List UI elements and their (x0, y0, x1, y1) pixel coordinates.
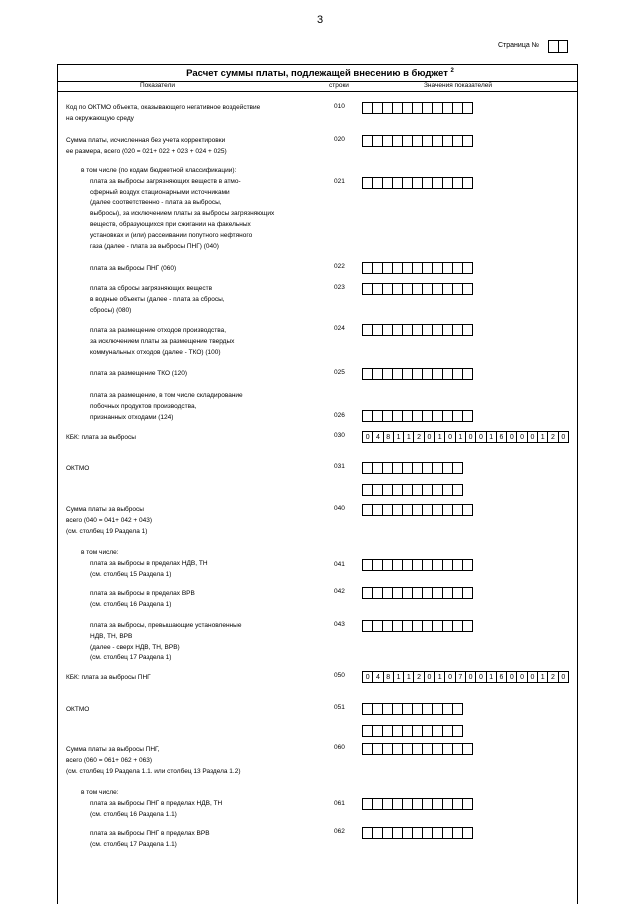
divider (57, 81, 578, 82)
value-cell[interactable]: 6 (496, 671, 507, 683)
value-field[interactable] (362, 725, 462, 737)
indicator-label: КБК: плата за выбросы ПНГ (66, 674, 151, 681)
line-code: 022 (334, 263, 345, 270)
value-cell[interactable]: 0 (506, 431, 517, 443)
indicator-label: в водные объекты (далее - плата за сбросы, (90, 295, 225, 303)
indicator-label: в том числе: (81, 549, 119, 556)
value-field[interactable] (362, 504, 472, 516)
value-cell[interactable]: 0 (424, 671, 435, 683)
value-cell[interactable]: 6 (496, 431, 507, 443)
line-code: 024 (334, 325, 345, 332)
line-code: 010 (334, 103, 345, 110)
value-cell[interactable] (462, 368, 473, 380)
indicator-label: плата за размещение отходов производства, (90, 327, 227, 334)
value-field[interactable] (362, 177, 472, 189)
column-header-values: Значения показателей (424, 82, 492, 89)
indicator-label: (см. столбец 19 Раздела 1.1. или столбец 13 Раздела 1.2) (66, 767, 241, 775)
indicator-label: побочных продуктов производства, (90, 402, 197, 410)
value-cell[interactable] (462, 559, 473, 571)
indicator-label: в том числе: (81, 789, 119, 796)
line-code: 020 (334, 136, 345, 143)
value-cell[interactable] (462, 504, 473, 516)
value-cell[interactable]: 1 (434, 431, 445, 443)
line-code: 040 (334, 505, 345, 512)
value-cell[interactable]: 7 (455, 671, 466, 683)
indicator-label: плата за выбросы в пределах НДВ, ТН (90, 559, 208, 567)
value-cell[interactable]: 0 (465, 431, 476, 443)
value-field[interactable] (362, 484, 462, 496)
value-cell[interactable]: 1 (455, 431, 466, 443)
value-cell[interactable] (452, 725, 463, 737)
line-code: 061 (334, 800, 345, 807)
indicator-label: плата за выбросы ПНГ в пределах НДВ, ТН (90, 799, 223, 807)
line-code: 062 (334, 828, 345, 835)
value-field[interactable] (362, 324, 472, 336)
value-cell[interactable]: 1 (403, 431, 414, 443)
value-cell[interactable]: 2 (547, 671, 558, 683)
indicator-label: (см. столбец 15 Раздела 1) (90, 570, 172, 578)
value-field[interactable] (362, 827, 472, 839)
line-code: 026 (334, 412, 345, 419)
value-cell[interactable]: 1 (393, 431, 404, 443)
value-cell[interactable] (462, 262, 473, 274)
column-header-lines: строки (329, 82, 349, 89)
value-field[interactable] (362, 368, 472, 380)
indicator-label: коммунальных отходов (далее - ТКО) (100) (90, 348, 221, 356)
line-code: 060 (334, 744, 345, 751)
value-cell[interactable]: 1 (537, 431, 548, 443)
value-cell[interactable]: 0 (527, 671, 538, 683)
line-code: 021 (334, 178, 345, 185)
line-code: 042 (334, 588, 345, 595)
value-cell[interactable]: 1 (434, 671, 445, 683)
indicator-label: Код по ОКТМО объекта, оказывающего негативное воздействие (66, 104, 261, 111)
indicator-label: сферный воздух стационарными источниками (90, 188, 230, 196)
value-cell[interactable] (462, 177, 473, 189)
value-cell[interactable]: 0 (506, 671, 517, 683)
indicator-label: плата за сбросы загрязняющих веществ (90, 285, 213, 292)
value-cell[interactable]: 0 (527, 431, 538, 443)
value-cell[interactable]: 0 (444, 671, 455, 683)
value-cell[interactable] (462, 587, 473, 599)
indicator-label: установках и (или) рассеивании попутного нефтяного (90, 231, 253, 239)
value-cell[interactable]: 0 (465, 671, 476, 683)
value-cell[interactable]: 0 (475, 431, 486, 443)
value-field[interactable] (362, 410, 472, 422)
line-code: 030 (334, 432, 345, 439)
value-cell[interactable] (462, 827, 473, 839)
indicator-label: Сумма платы за выбросы ПНГ, (66, 746, 160, 753)
value-cell[interactable] (462, 283, 473, 295)
value-field[interactable] (362, 798, 472, 810)
value-cell[interactable] (452, 703, 463, 715)
value-cell[interactable] (462, 410, 473, 422)
value-field[interactable] (362, 102, 472, 114)
indicator-label: Сумма платы, исчисленная без учета корректировки (66, 137, 226, 144)
page-number-field[interactable] (548, 40, 568, 53)
indicator-label: Сумма платы за выбросы (66, 506, 144, 513)
value-cell[interactable] (462, 135, 473, 147)
indicator-label: (см. столбец 16 Раздела 1.1) (90, 810, 177, 818)
line-code: 051 (334, 704, 345, 711)
indicator-label: ОКТМО (66, 706, 90, 713)
divider (57, 91, 578, 92)
value-cell[interactable] (452, 462, 463, 474)
section-title: Расчет суммы платы, подлежащей внесению в бюджет $^2$ (186, 68, 454, 80)
value-cell[interactable]: 1 (403, 671, 414, 683)
value-field[interactable] (362, 135, 472, 147)
line-code: 025 (334, 369, 345, 376)
value-cell[interactable]: 0 (362, 671, 373, 683)
indicator-label: ОКТМО (66, 465, 90, 472)
value-cell[interactable]: 1 (393, 671, 404, 683)
line-code: 023 (334, 284, 345, 291)
value-field[interactable] (362, 431, 568, 443)
value-cell[interactable]: 2 (413, 431, 424, 443)
column-header-indicators: Показатели (140, 82, 175, 89)
indicator-label: (см. столбец 16 Раздела 1) (90, 600, 172, 608)
value-cell[interactable]: 4 (372, 671, 383, 683)
indicator-label: всего (060 = 061+ 062 + 063) (66, 756, 153, 764)
value-cell[interactable] (462, 743, 473, 755)
value-cell[interactable] (462, 798, 473, 810)
line-code: 031 (334, 463, 345, 470)
indicator-label: выбросы), за исключением платы за выбросы загрязняющих (90, 210, 275, 218)
value-field[interactable] (362, 620, 472, 632)
indicator-label: плата за выбросы ПНГ в пределах ВРВ (90, 830, 210, 837)
indicator-label: (см. столбец 17 Раздела 1.1) (90, 840, 177, 848)
indicator-label: плата за выбросы загрязняющих веществ в атмо- (90, 177, 241, 185)
indicator-label: плата за выбросы, превышающие установленные (90, 622, 242, 629)
value-field[interactable] (362, 462, 462, 474)
indicator-label: КБК: плата за выбросы (66, 434, 136, 441)
value-field[interactable] (362, 262, 472, 274)
value-cell[interactable]: 0 (516, 671, 527, 683)
indicator-label: ее размера, всего (020 = 021+ 022 + 023 + 024 + 025) (66, 147, 227, 155)
indicator-label: плата за размещение ТКО (120) (90, 370, 187, 377)
value-cell[interactable]: 0 (362, 431, 373, 443)
indicator-label: всего (040 = 041+ 042 + 043) (66, 516, 153, 524)
indicator-label: веществ, образующихся при сжигании на факельных (90, 221, 251, 228)
value-cell[interactable]: 1 (486, 671, 497, 683)
indicator-label: газа (далее - плата за выбросы ПНГ) (040) (90, 242, 219, 250)
indicator-label: признанных отходами (124) (90, 413, 174, 421)
value-cell[interactable]: 0 (516, 431, 527, 443)
value-field[interactable] (362, 743, 472, 755)
value-field[interactable] (362, 587, 472, 599)
page-number: 3 (316, 14, 324, 26)
value-cell[interactable]: 1 (537, 671, 548, 683)
line-code: 043 (334, 621, 345, 628)
value-cell[interactable]: 0 (558, 671, 569, 683)
indicator-label: (далее - сверх НДВ, ТН, ВРВ) (90, 643, 180, 651)
value-cell[interactable]: 1 (486, 431, 497, 443)
value-field[interactable] (362, 559, 472, 571)
value-cell[interactable]: 0 (444, 431, 455, 443)
value-cell[interactable] (462, 620, 473, 632)
value-cell[interactable]: 0 (475, 671, 486, 683)
line-code: 050 (334, 672, 345, 679)
value-field[interactable] (362, 671, 568, 683)
indicator-label: плата за размещение, в том числе складирование (90, 392, 243, 399)
indicator-label: на окружающую среду (66, 114, 134, 122)
value-cell[interactable]: 8 (383, 431, 394, 443)
indicator-label: сбросы) (080) (90, 306, 132, 314)
indicator-label: в том числе (по кодам бюджетной классификации): (81, 167, 237, 174)
indicator-label: за исключением платы за размещение твердых (90, 337, 235, 345)
indicator-label: (см. столбец 19 Раздела 1) (66, 527, 148, 535)
value-cell[interactable]: 2 (547, 431, 558, 443)
value-cell[interactable] (452, 484, 463, 496)
indicator-label: (см. столбец 17 Раздела 1) (90, 654, 172, 662)
value-cell[interactable]: 0 (424, 431, 435, 443)
value-field[interactable] (362, 283, 472, 295)
indicator-label: (далее соответственно - плата за выбросы, (90, 199, 222, 207)
value-cell[interactable]: 0 (558, 431, 569, 443)
value-cell[interactable]: 2 (413, 671, 424, 683)
indicator-label: НДВ, ТН, ВРВ (90, 632, 133, 640)
value-field[interactable] (362, 703, 462, 715)
value-cell[interactable]: 4 (372, 431, 383, 443)
indicator-label: плата за выбросы в пределах ВРВ (90, 590, 195, 597)
value-cell[interactable]: 8 (383, 671, 394, 683)
page-label: Страница № (498, 42, 540, 49)
value-cell[interactable] (462, 102, 473, 114)
value-cell[interactable] (462, 324, 473, 336)
line-code: 041 (334, 561, 345, 568)
indicator-label: плата за выбросы ПНГ (060) (90, 265, 177, 272)
